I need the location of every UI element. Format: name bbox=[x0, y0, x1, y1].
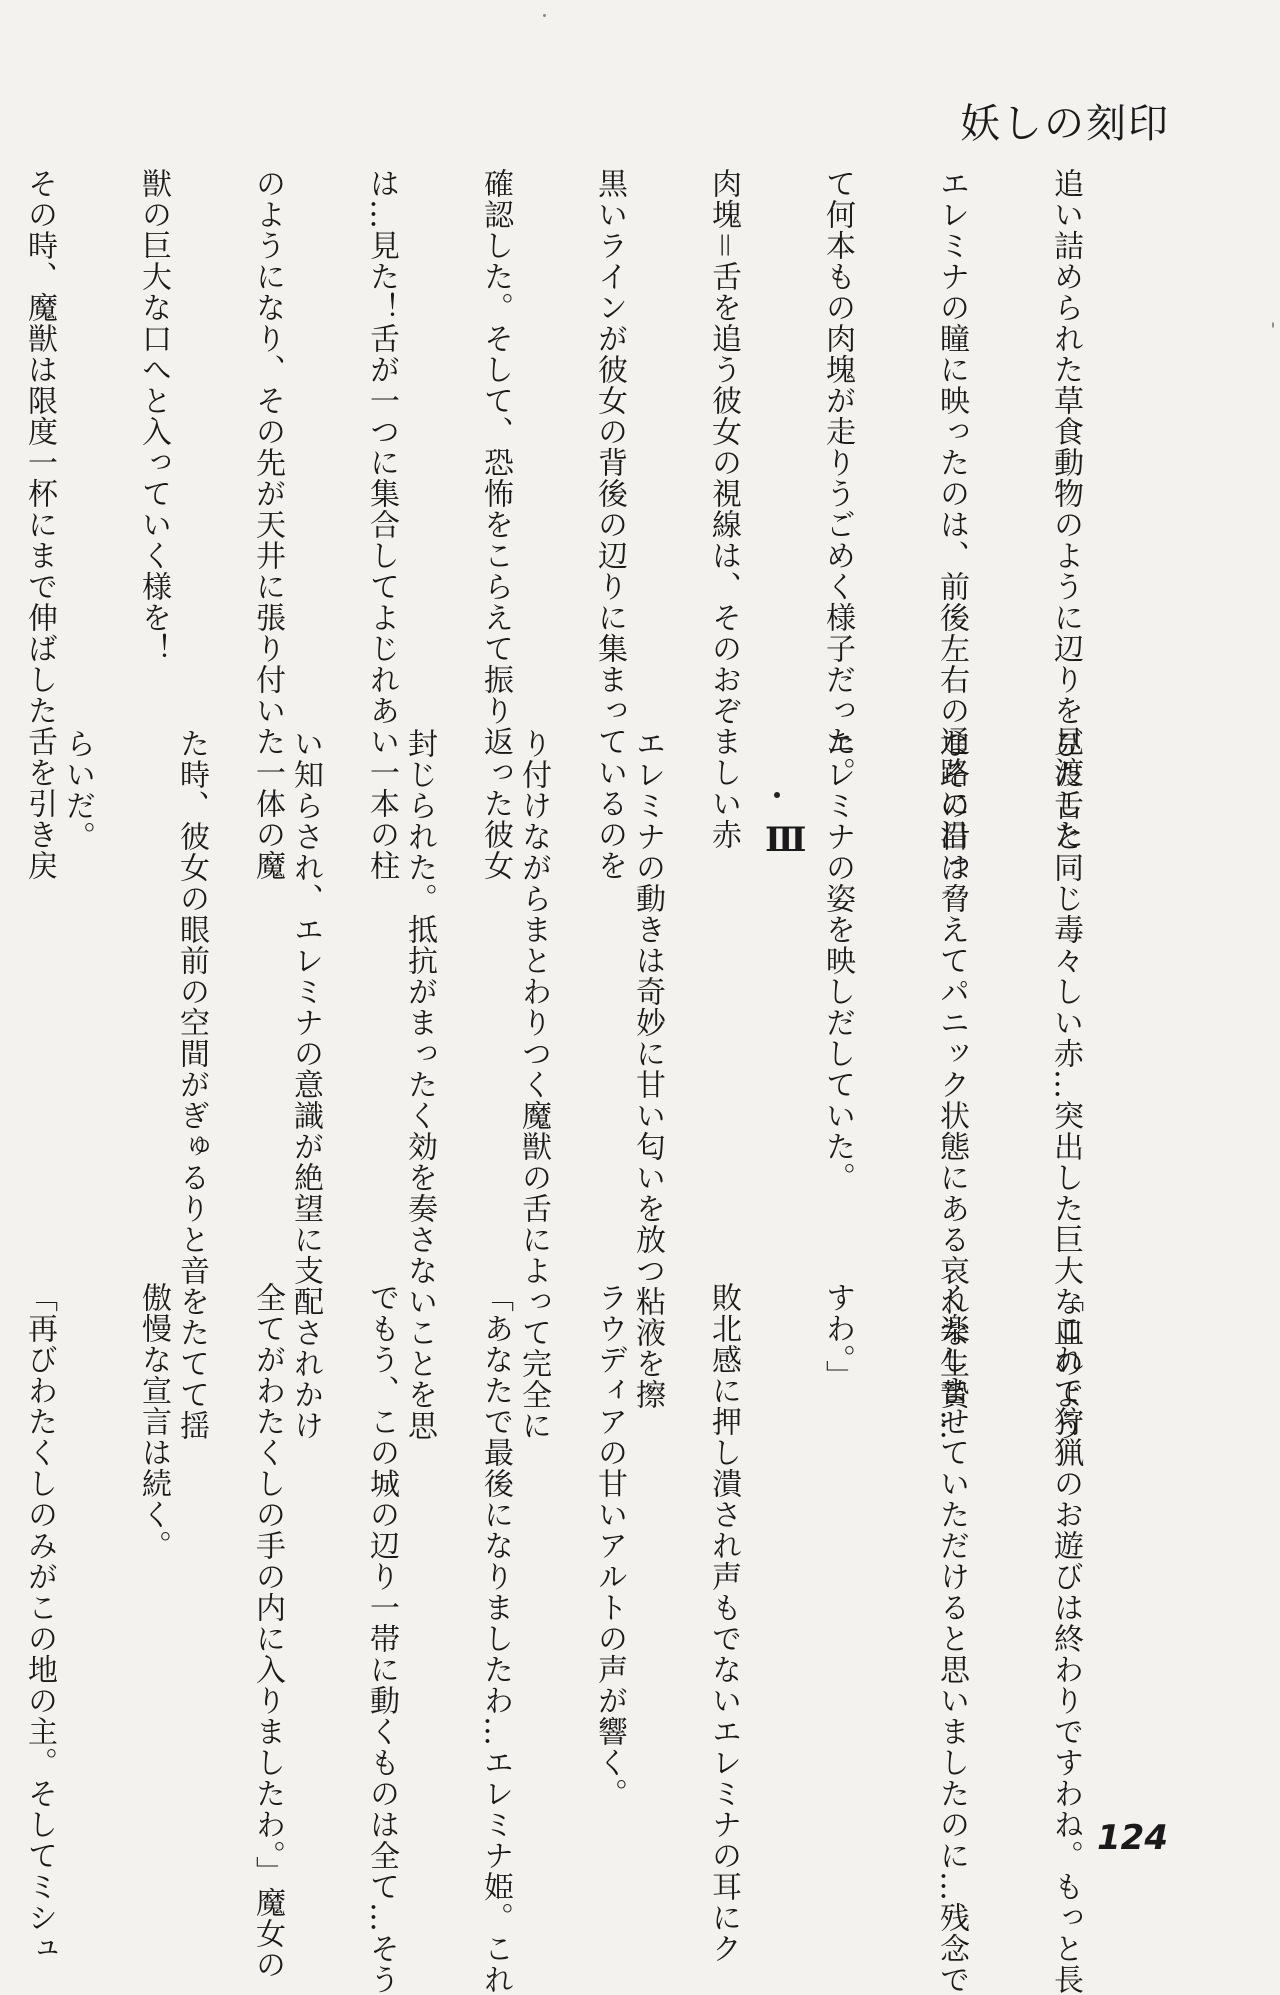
text-line: でもう、この城の辺り一帯に動くものは全て…そう bbox=[364, 1282, 399, 1995]
page-number: 124 bbox=[1097, 1818, 1168, 1858]
text-line: その時、魔獣は限度一杯にまで伸ばした舌を引き戻 bbox=[22, 168, 57, 881]
text-line: なその目は脅えてパニック状態にある哀れな生贄… bbox=[934, 728, 969, 1441]
section-number: Ⅲ bbox=[765, 820, 809, 860]
text-line: エレミナの動きは奇妙に甘い匂いを放つ粘液を擦 bbox=[630, 728, 665, 1410]
text-line: らいだ。 bbox=[60, 728, 95, 852]
text-line: 傲慢な宣言は続く。 bbox=[136, 1282, 171, 1561]
text-line: エレミナの姿を映しだしていた。 bbox=[820, 728, 855, 1193]
text-line: た時、彼女の眼前の空間がぎゅるりと音をたてて揺 bbox=[174, 728, 209, 1441]
text-line: く楽しませていただけると思いましたのに…残念で bbox=[934, 1282, 969, 1995]
text-line: 獣の巨大な口へと入っていく様を！ bbox=[136, 168, 171, 664]
text-line: 確認した。そして、恐怖をこらえて振り返った彼女 bbox=[478, 168, 513, 881]
text-line: 「あなたで最後になりましたわ…エレミナ姫。これ bbox=[478, 1282, 513, 1995]
text-line: 敗北感に押し潰され声もでないエレミナの耳にク bbox=[706, 1282, 741, 1964]
text-line: のようになり、その先が天井に張り付いた一体の魔 bbox=[250, 168, 285, 881]
text-line: 封じられた。抵抗がまったく効を奏さないことを思 bbox=[402, 728, 437, 1441]
text-line: エレミナの瞳に映ったのは、前後左右の通路に沿っ bbox=[934, 168, 969, 881]
text-line: びた舌と同じ毒々しい赤…突出した巨大な皿のよう bbox=[1048, 728, 1083, 1441]
text-line: 「これで狩猟のお遊びは終わりですわね。もっと長 bbox=[1048, 1282, 1083, 1995]
text-line: 肉塊＝舌を追う彼女の視線は、そのおぞましい赤 bbox=[706, 168, 741, 850]
text-line: 追い詰められた草食動物のように辺りを見渡した bbox=[1048, 168, 1083, 850]
text-line: は…見た！舌が一つに集合してよじれあい一本の柱 bbox=[364, 168, 399, 881]
text-line: り付けながらまとわりつく魔獣の舌によって完全に bbox=[516, 728, 551, 1441]
text-line: ラウディアの甘いアルトの声が響く。 bbox=[592, 1282, 627, 1809]
text-line: い知らされ、エレミナの意識が絶望に支配されかけ bbox=[288, 728, 323, 1441]
scan-speck bbox=[1272, 322, 1274, 328]
text-line: 全てがわたくしの手の内に入りましたわ。」魔女の bbox=[250, 1282, 285, 1980]
text-line: て何本もの肉塊が走りうごめく様子だった。 bbox=[820, 168, 855, 788]
scan-speck bbox=[543, 14, 546, 17]
text-line: 「再びわたくしのみがこの地の主。そしてミシュ bbox=[22, 1282, 57, 1964]
text-line: 黒いラインが彼女の背後の辺りに集まっているのを bbox=[592, 168, 627, 881]
text-line: すわ。」 bbox=[820, 1282, 855, 1391]
running-header-title: 妖しの刻印 bbox=[960, 101, 1170, 147]
